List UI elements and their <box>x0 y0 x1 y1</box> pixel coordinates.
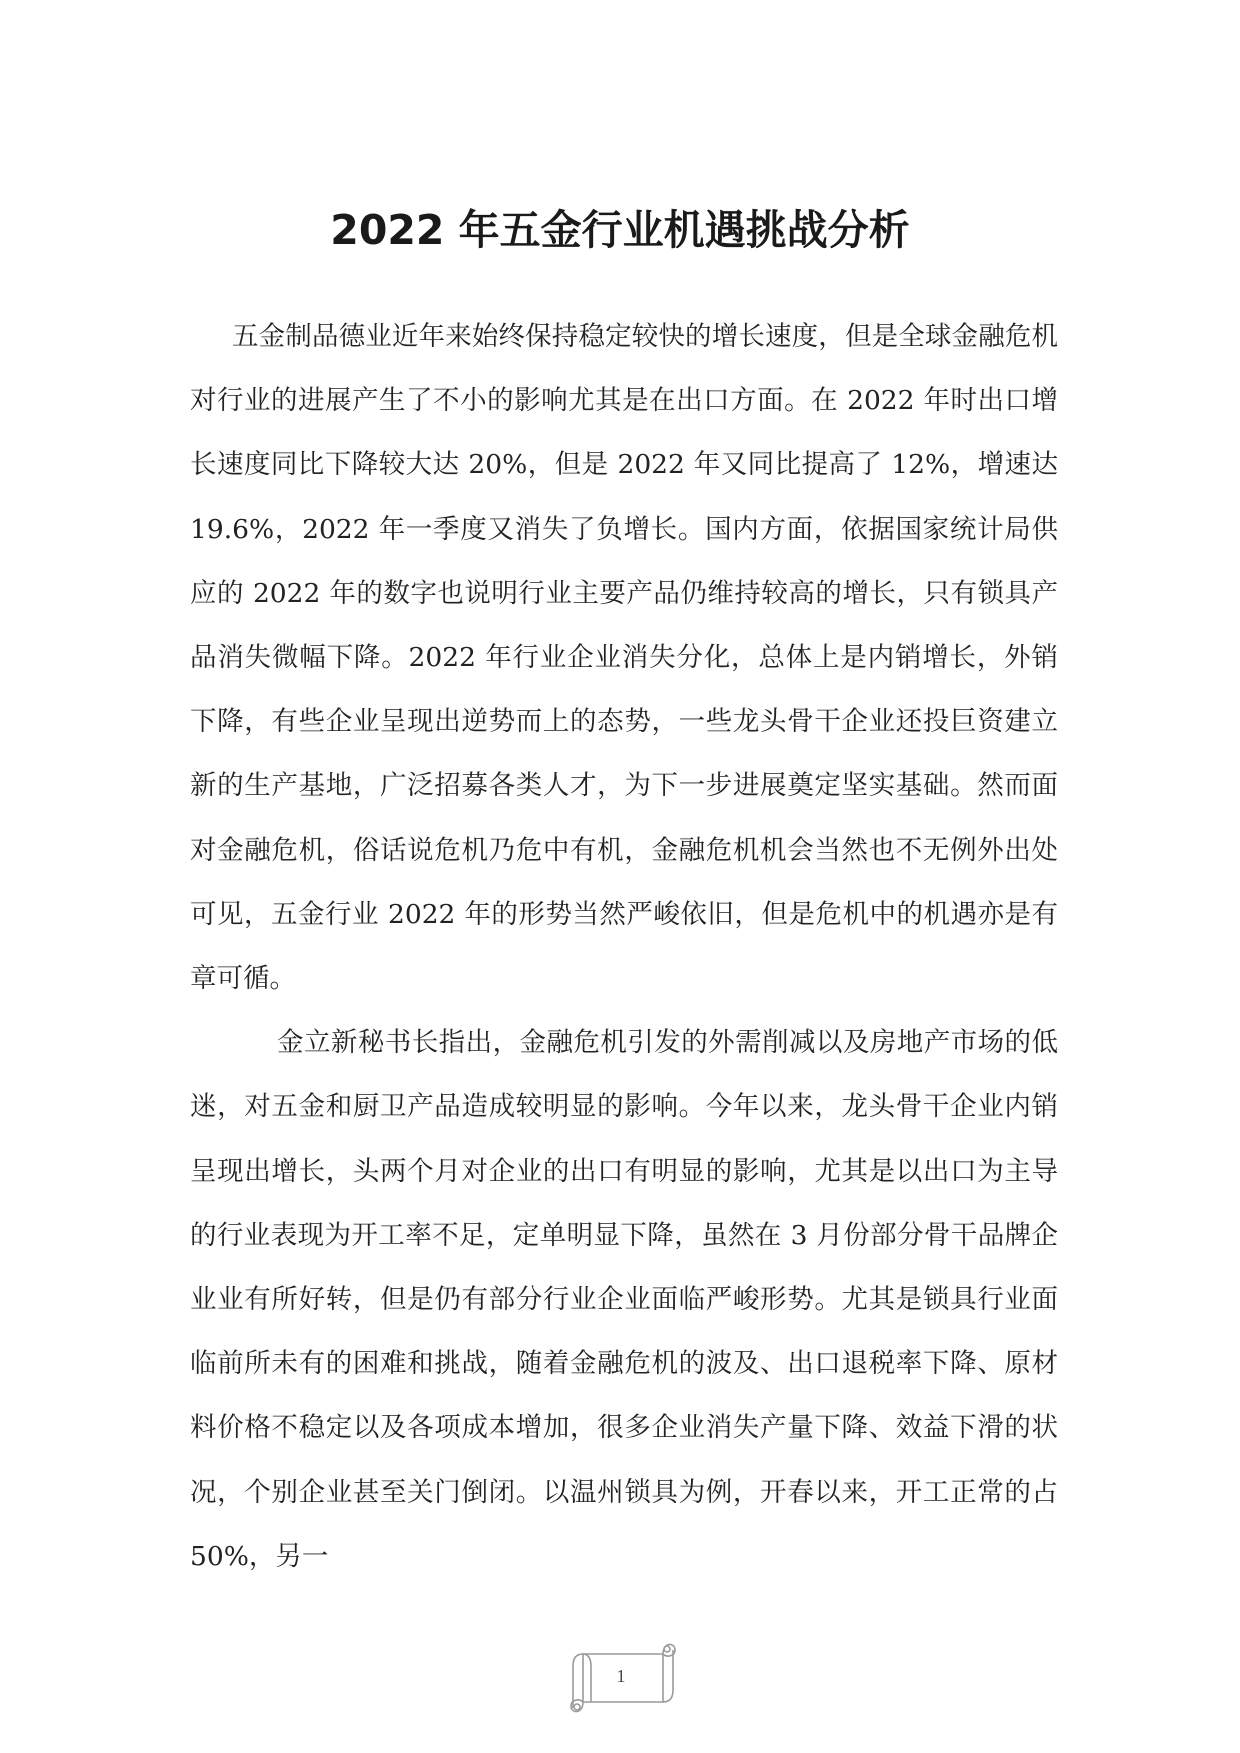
document-title: 2022 年五金行业机遇挑战分析 <box>330 206 910 254</box>
document-body <box>190 305 1058 1589</box>
paragraph-1: 五金制品德业近年来始终保持稳定较快的增长速度，但是全球金融危机对行业的进展产生了不小的影响尤其是在出口方面。在 2022 年时出口增长速度同比下降较大达 20%，但是 2022 年又同比提高了 12%，增速达 19.6%，2022 年一季度又消失了负增长。国内方面，依据国家统计局供应的 2022 年的数字也说明行业主要产品仍维持较高的增长，只有锁具产品消失微幅下降。2022 年行业企业消失分化，总体上是内销增长，外销下降，有些企业呈现出逆势而上的态势，一些龙头骨干企业还投巨资建立新的生产基地，广泛招募各类人才，为下一步进展奠定坚实基础。然而面对金融危机，俗话说危机乃危中有机，金融危机机会当然也不无例外出处可见，五金行业 2022 年的形势当然严峻依旧，但是危机中的机遇亦是有章可循。 <box>190 321 1058 995</box>
page-number: 1 <box>616 1666 626 1686</box>
paragraph-2: 金立新秘书长指出，金融危机引发的外需削减以及房地产市场的低迷，对五金和厨卫产品造成较明显的影响。今年以来，龙头骨干企业内销呈现出增长，头两个月对企业的出口有明显的影响，尤其是以出口为主导的行业表现为开工率不足，定单明显下降，虽然在 3 月份部分骨干品牌企业业有所好转，但是仍有部分行业企业面临严峻形势。尤其是锁具行业面临前所未有的困难和挑战，随着金融危机的波及、出口退税率下降、原材料价格不稳定以及各项成本增加，很多企业消失产量下降、效益下滑的状况，个别企业甚至关门倒闭。以温州锁具为例，开春以来，开工正常的占 50%，另一 <box>190 1027 1058 1572</box>
page-footer <box>563 1636 679 1722</box>
